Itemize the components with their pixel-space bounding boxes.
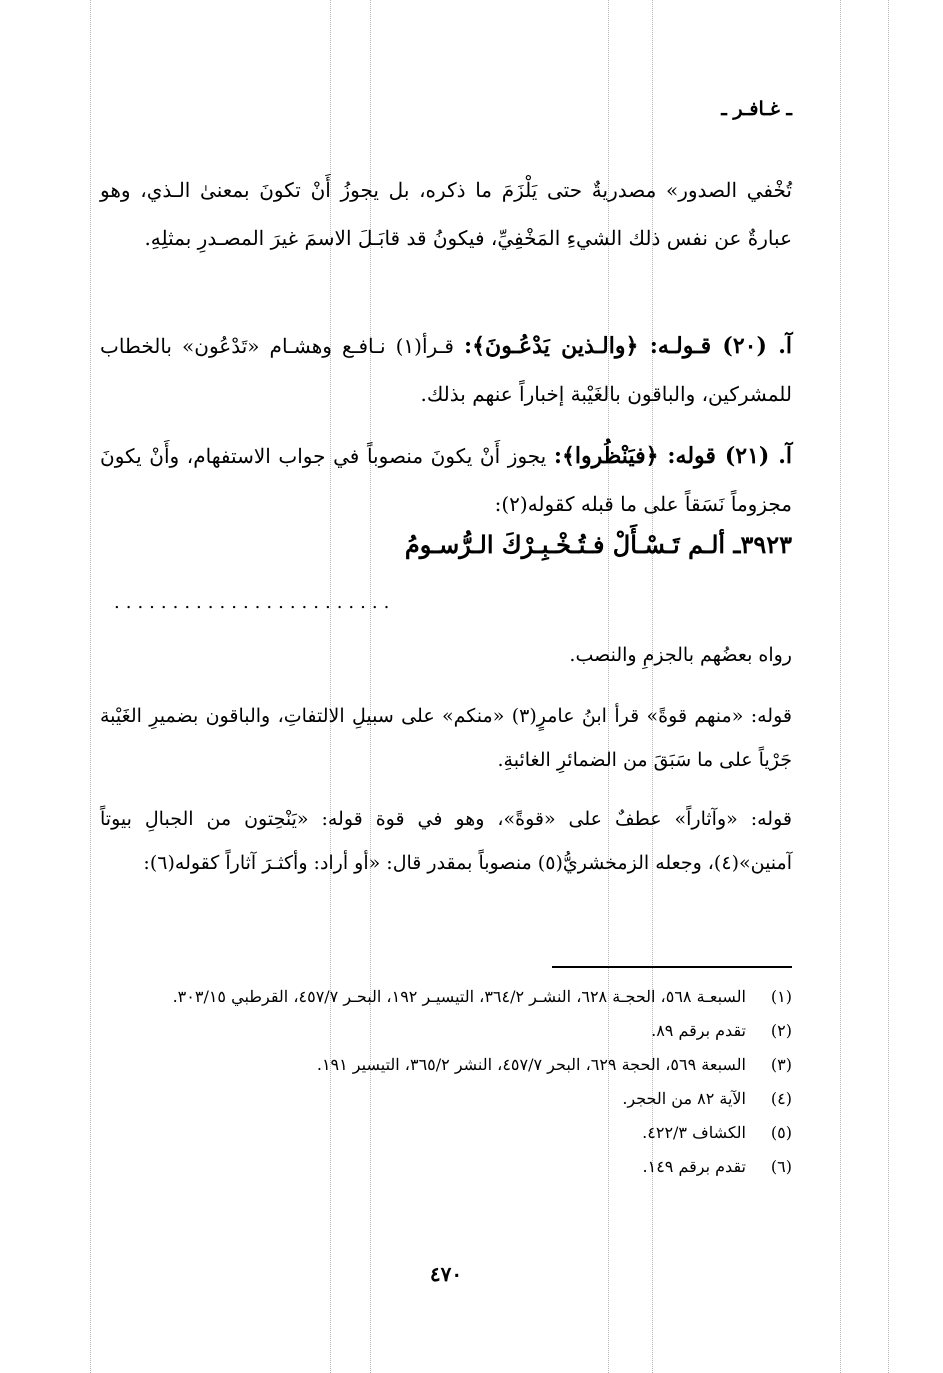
footnote-item xyxy=(100,1116,792,1150)
footnote-number: (٢) xyxy=(770,1021,792,1040)
paragraph-5: قوله: «منهم قوةً» قرأ ابنُ عامرٍ(٣) «منكم» على سبيلِ الالتفاتِ، والباقون بضميرِ الغَيْبة جَرْياً على ما سَبَقَ من الضمائرِ الغائبةِ. xyxy=(100,705,792,771)
footnote-number: (٥) xyxy=(770,1123,792,1142)
footnote-item xyxy=(100,1150,792,1184)
paragraph-6: قوله: «وآثاراً» عطفٌ على «قوةً»، وهو في قوة قوله: «يَنْحِتون من الجبالِ بيوتاً آمنين»(٤)، وجعله الزمخشريُّ(٥) منصوباً بمقدر قال: «أو أراد: وأكثـرَ آثاراً كقوله(٦): xyxy=(100,808,792,874)
verse-21-text: يجوز أَنْ يكونَ منصوباً في جواب الاستفهام، وأَنْ يكونَ مجزوماً نَسَقاً على ما قبله كقوله(٢): xyxy=(100,444,792,516)
footnote-text: تقدم برقم ١٤٩. xyxy=(642,1157,746,1176)
footnote-item xyxy=(100,980,792,1014)
paragraph-verse-20 xyxy=(100,322,792,418)
footnote-text: الآية ٨٢ من الحجر. xyxy=(622,1089,746,1108)
scan-gridline xyxy=(90,0,91,1373)
scan-gridline xyxy=(888,0,889,1373)
footnote-rule xyxy=(552,966,792,968)
footnote-text: السبعة ٥٦٩، الحجة ٦٢٩، البحر ٤٥٧/٧، النشر ٣٦٥/٢، التيسير ١٩١. xyxy=(316,1055,746,1074)
footnote-number: (٦) xyxy=(770,1157,792,1176)
verse-20-label: آ. (٢٠) قـولـه: ﴿والـذين يَدْعُـونَ﴾: xyxy=(464,333,793,359)
footnote-number: (٤) xyxy=(770,1089,792,1108)
dotted-separator: ........................ xyxy=(114,592,396,613)
paragraph-1: تُخْفي الصدور» مصدريةٌ حتى يَلْزَمَ ما ذكره، بل يجوزُ أَنْ تكونَ بمعنىٰ الـذي، وهو عبارةٌ عن نفس ذلك الشيءِ المَخْفِيِّ، فيكونُ قد قابَـلَ الاسمَ غيرَ المصـدرِ بمثلِهِ. xyxy=(100,178,792,250)
footnote-text: السبعـة ٥٦٨، الحجـة ٦٢٨، النشـر ٣٦٤/٢، التيسيـر ١٩٢، البحـر ٤٥٧/٧، القرطبي ٣٠٣/١٥. xyxy=(172,987,746,1006)
verse-21-label: آ. (٢١) قوله: ﴿فيَنْظُروا﴾: xyxy=(553,443,792,469)
footnote-item xyxy=(100,1082,792,1116)
paragraph-4: رواه بعضُهم بالجزمِ والنصب. xyxy=(569,644,792,666)
footnote-item xyxy=(100,1048,792,1082)
paragraph-verse-21 xyxy=(100,432,792,528)
poetry-verse: ٣٩٢٣ـ ألـم تَـسْـأَلْ فـتُـخْـبِـرْكَ الـرُّسـومُ xyxy=(404,530,792,559)
page-number: ٤٧٠ xyxy=(429,1262,463,1286)
scan-gridline xyxy=(840,0,841,1373)
footnote-number: (٣) xyxy=(770,1055,792,1074)
running-header: ـ غـافـر ـ xyxy=(721,98,792,120)
footnotes xyxy=(100,980,792,1184)
footnote-text: تقدم برقم ٨٩. xyxy=(651,1021,746,1040)
verse-20-text: قـرأ(١) نـافـع وهشـام «تَدْعُون» بالخطاب للمشركين، والباقون بالغَيْبة إخباراً عنهم بذلك. xyxy=(100,334,792,406)
footnote-item xyxy=(100,1014,792,1048)
footnote-number: (١) xyxy=(770,987,792,1006)
document-page xyxy=(100,0,792,1373)
footnote-text: الكشاف ٤٢٢/٣. xyxy=(642,1123,746,1142)
